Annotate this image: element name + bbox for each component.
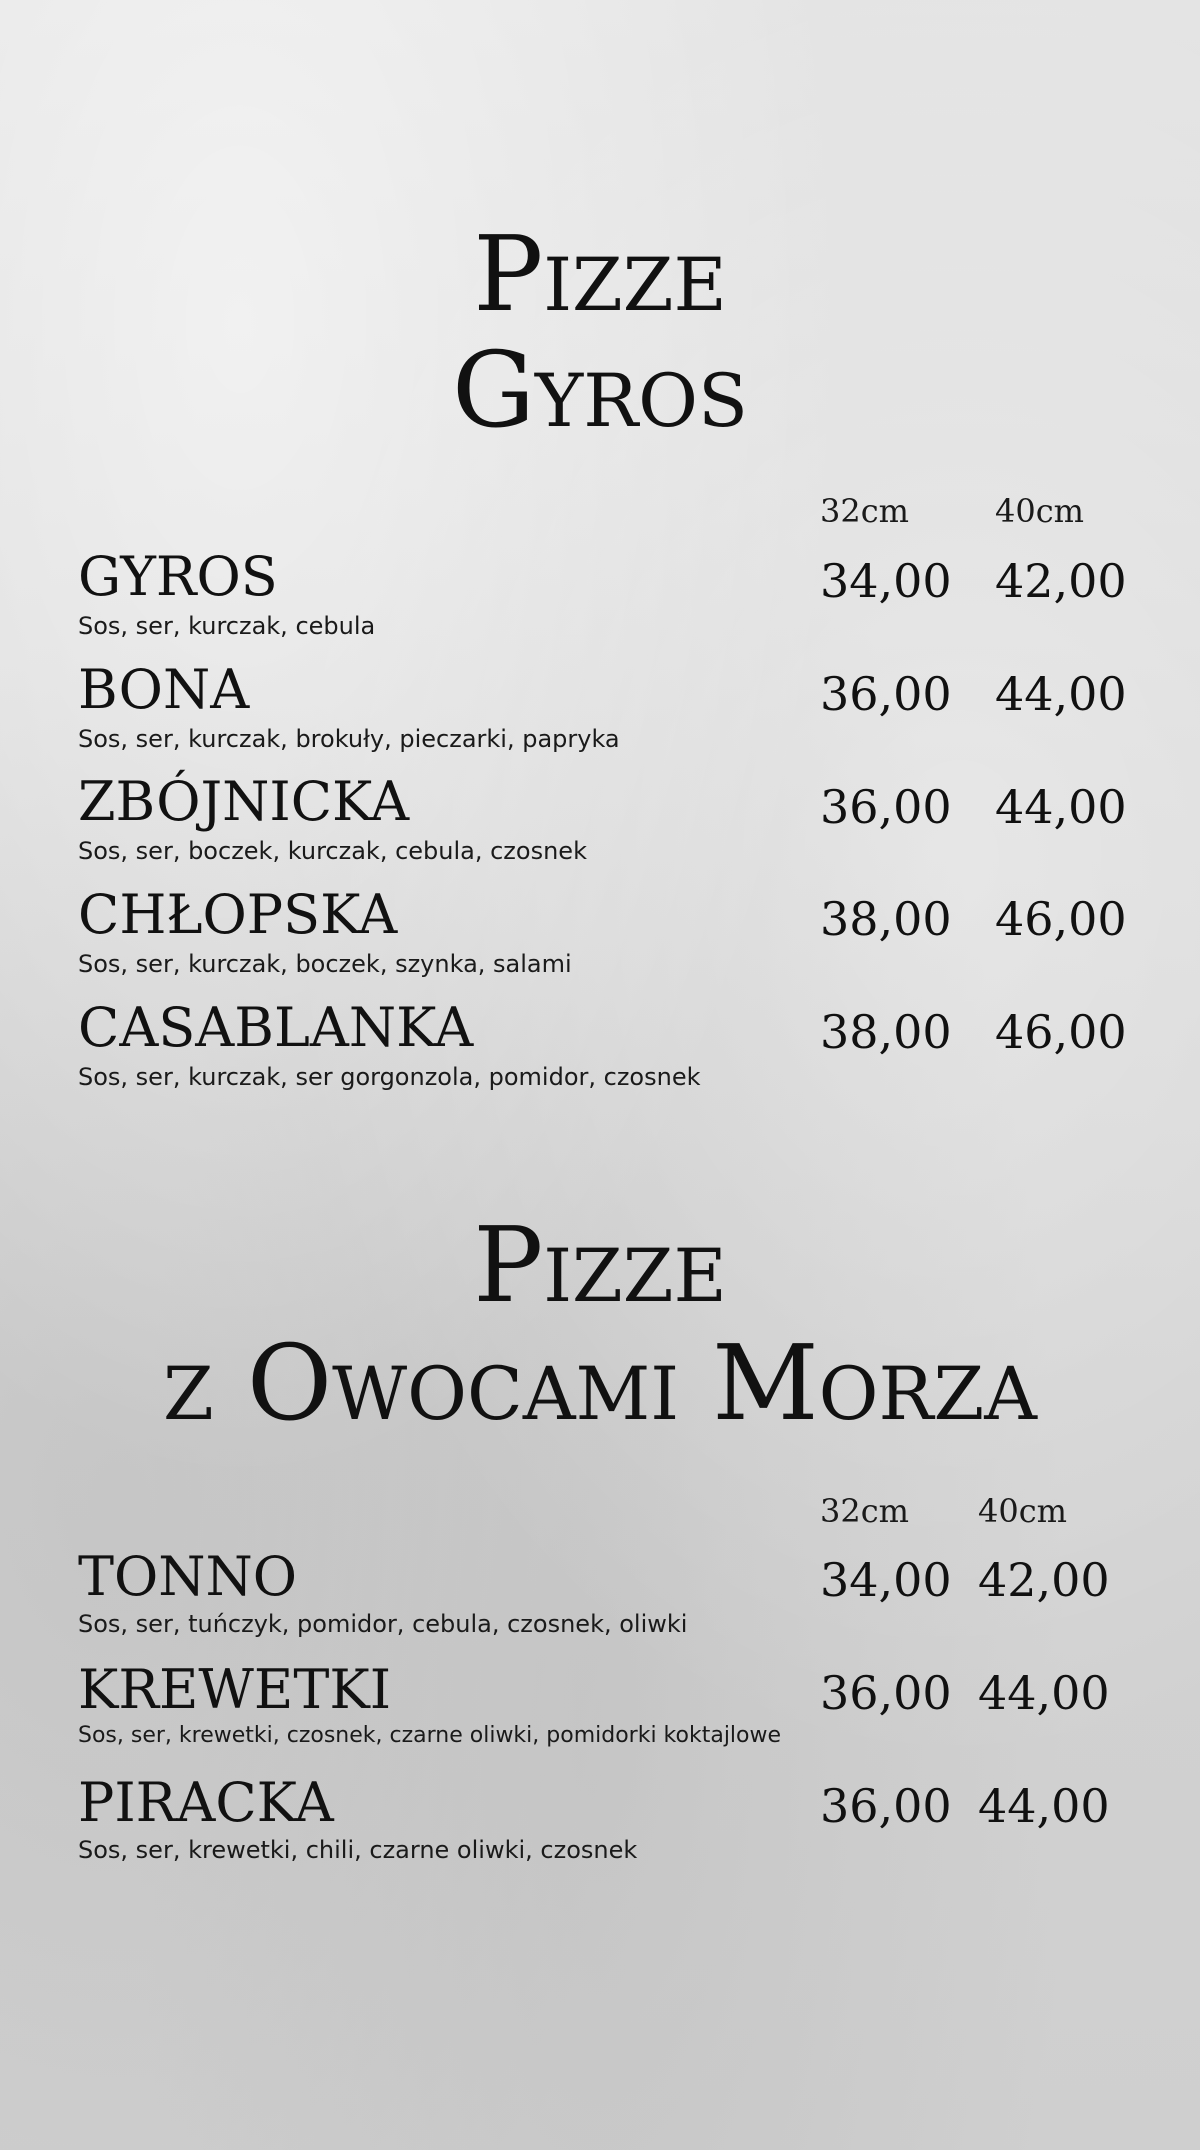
size-label-32cm: 32cm (820, 1492, 909, 1530)
item-name: BONA (78, 658, 250, 721)
size-label-32cm: 32cm (820, 492, 909, 530)
price-40cm: 44,00 (995, 667, 1127, 721)
size-label-40cm: 40cm (995, 492, 1084, 530)
item-name: TONNO (78, 1545, 298, 1608)
item-description: Sos, ser, kurczak, cebula (78, 612, 376, 640)
section-title-seafood-line-2: z Owocami Morza (163, 1322, 1037, 1444)
price-40cm: 42,00 (995, 554, 1127, 608)
item-description: Sos, ser, kurczak, ser gorgonzola, pomidor, czosnek (78, 1063, 701, 1091)
section-title-gyros-line-2: Gyros (451, 329, 749, 451)
section-title-seafood-line-1: Pizze (473, 1204, 727, 1326)
item-name: CASABLANKA (78, 996, 474, 1059)
price-32cm: 34,00 (820, 554, 952, 608)
item-description: Sos, ser, boczek, kurczak, cebula, czosnek (78, 837, 587, 865)
item-name: PIRACKA (78, 1771, 334, 1834)
price-40cm: 44,00 (995, 780, 1127, 834)
item-description: Sos, ser, kurczak, brokuły, pieczarki, papryka (78, 725, 620, 753)
price-32cm: 38,00 (820, 892, 952, 946)
price-32cm: 34,00 (820, 1553, 952, 1607)
section-title-gyros-line-1: Pizze (473, 213, 727, 335)
price-40cm: 46,00 (995, 1005, 1127, 1059)
item-description: Sos, ser, kurczak, boczek, szynka, salami (78, 950, 572, 978)
item-name: CHŁOPSKA (78, 883, 398, 946)
item-name: KREWETKI (78, 1658, 392, 1721)
price-40cm: 42,00 (978, 1553, 1110, 1607)
price-32cm: 36,00 (820, 1666, 952, 1720)
price-32cm: 36,00 (820, 667, 952, 721)
price-32cm: 38,00 (820, 1005, 952, 1059)
price-32cm: 36,00 (820, 1779, 952, 1833)
size-label-40cm: 40cm (978, 1492, 1067, 1530)
item-description: Sos, ser, tuńczyk, pomidor, cebula, czosnek, oliwki (78, 1610, 688, 1638)
item-name: GYROS (78, 545, 278, 608)
item-name: ZBÓJNICKA (78, 770, 410, 833)
price-40cm: 44,00 (978, 1779, 1110, 1833)
price-32cm: 36,00 (820, 780, 952, 834)
item-description: Sos, ser, krewetki, czosnek, czarne oliwki, pomidorki koktajlowe (78, 1723, 782, 1748)
price-40cm: 46,00 (995, 892, 1127, 946)
item-description: Sos, ser, krewetki, chili, czarne oliwki, czosnek (78, 1836, 638, 1864)
price-40cm: 44,00 (978, 1666, 1110, 1720)
